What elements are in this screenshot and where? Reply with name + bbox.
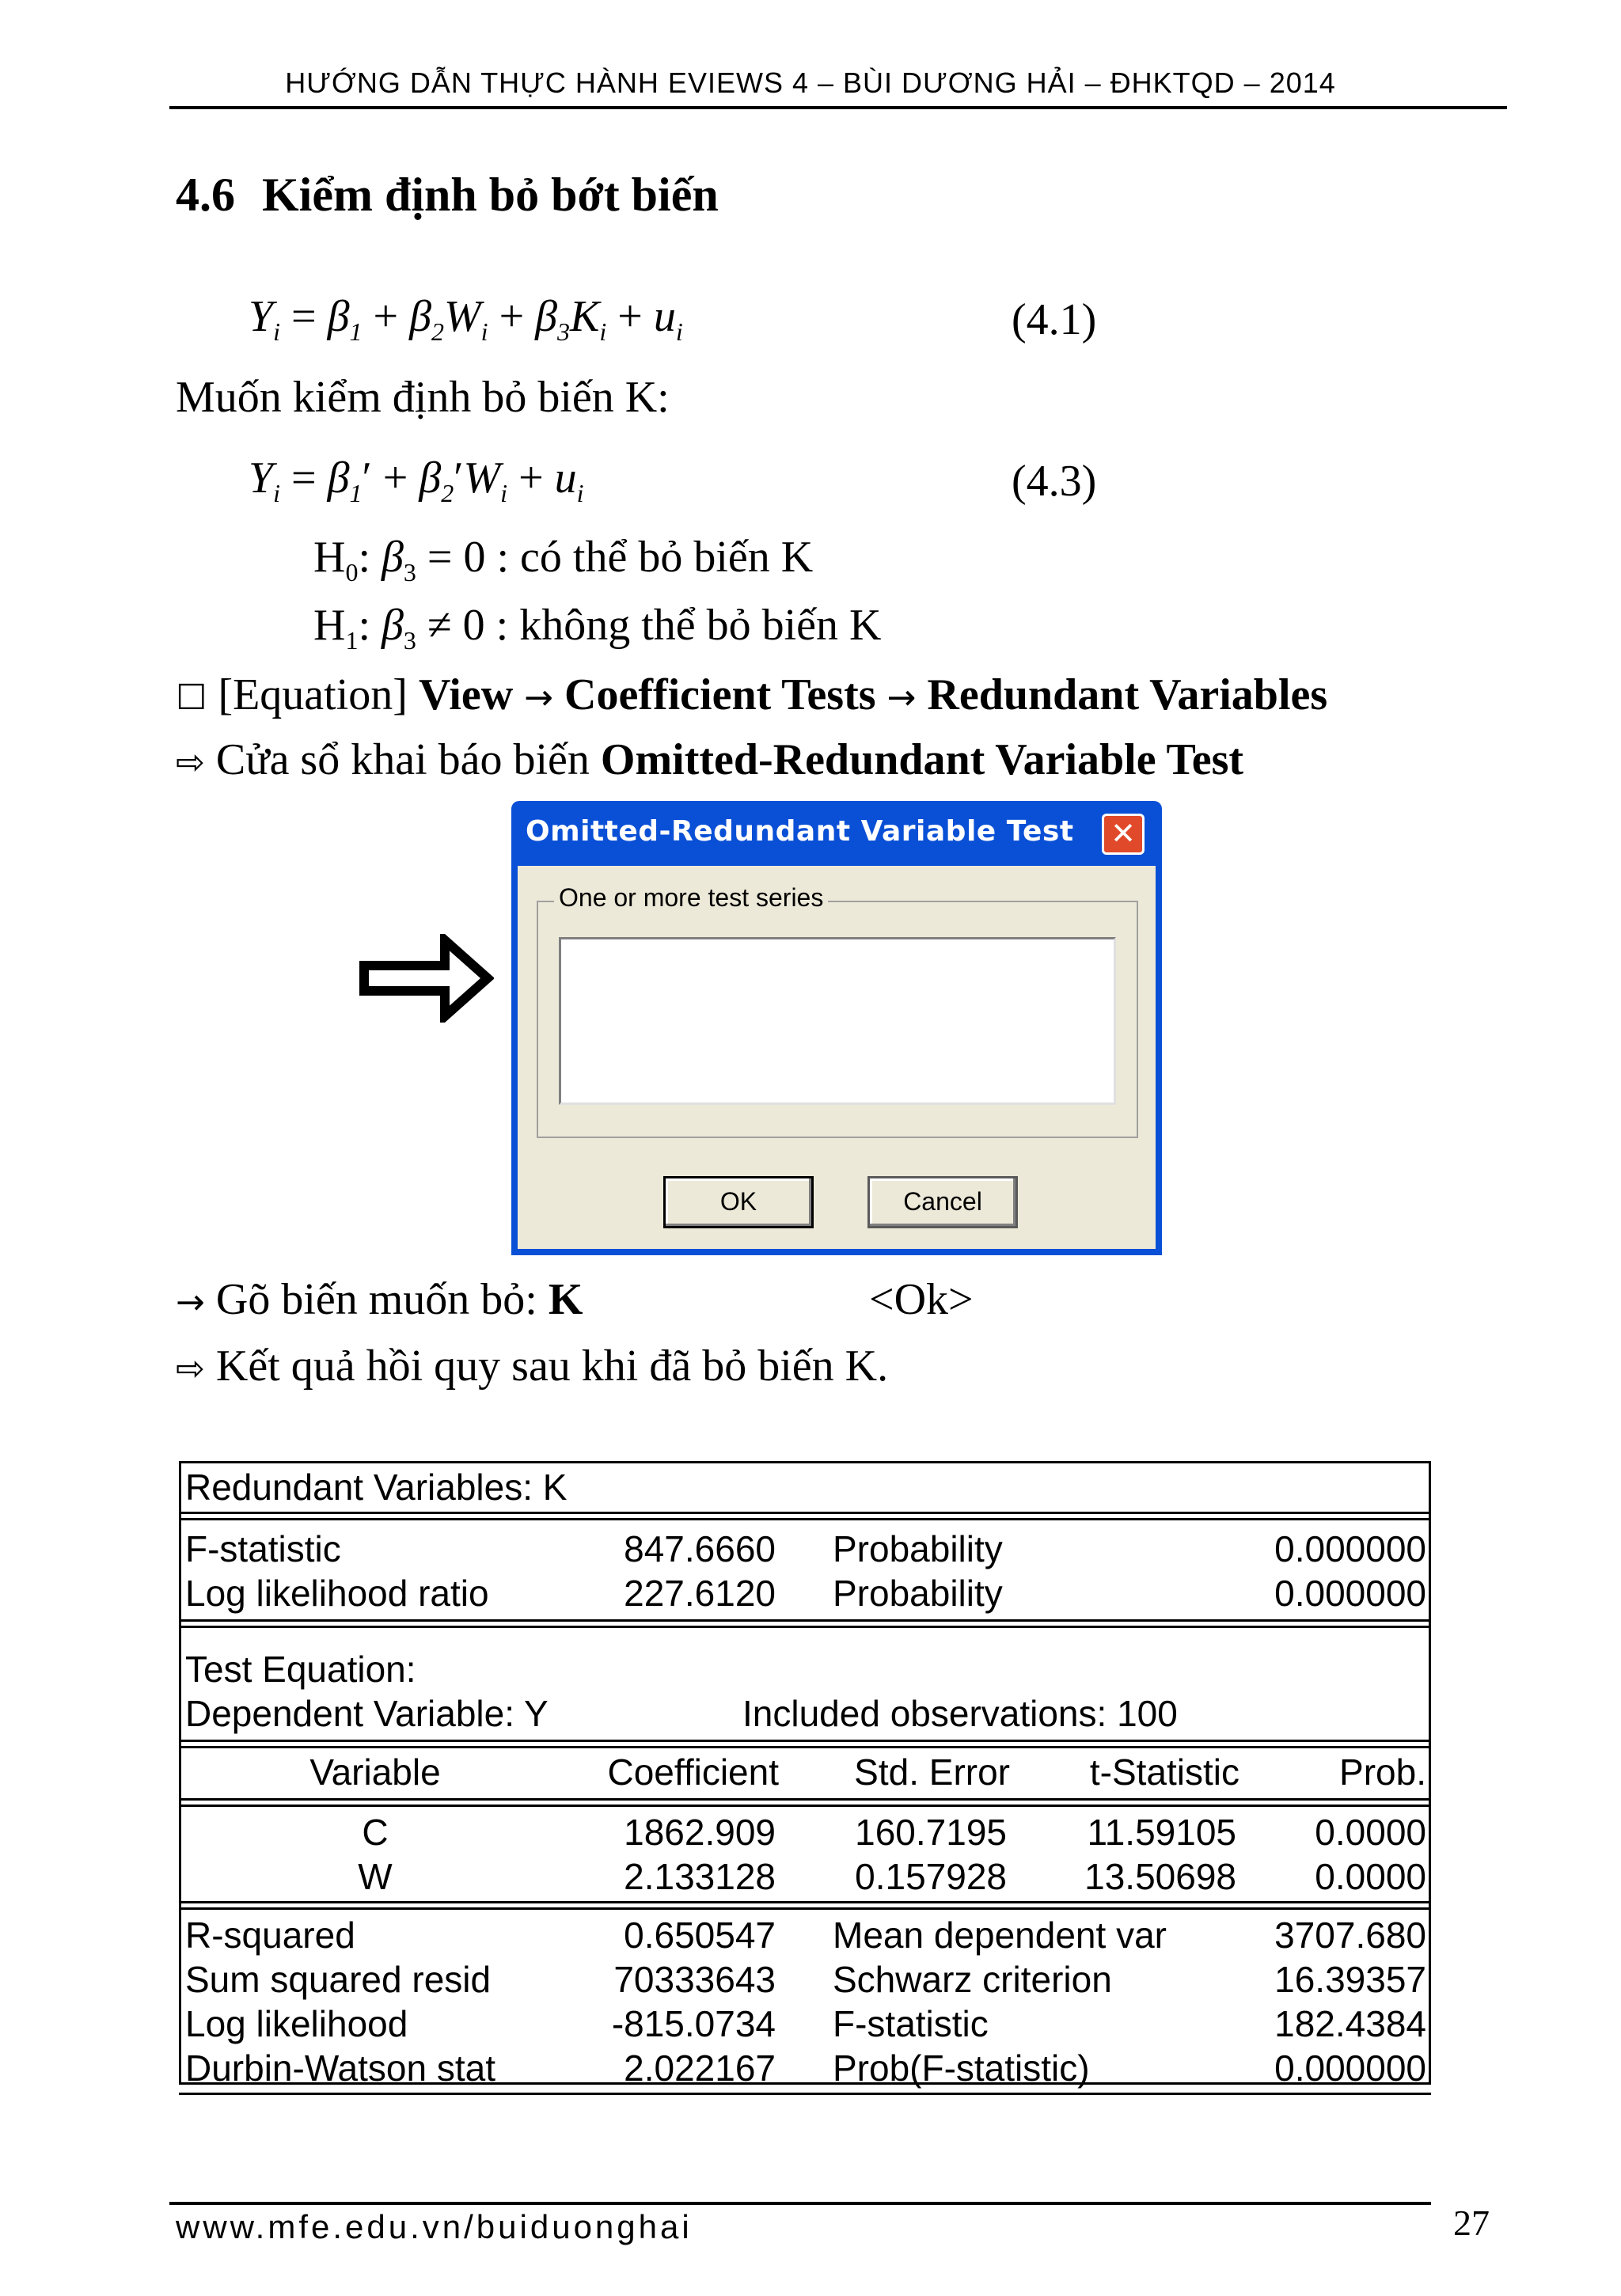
stat-value: 3707.680 [1274,1915,1426,1956]
equation-4-1-label: (4.1) [1012,295,1097,344]
dependent-variable: Dependent Variable: Y [185,1693,549,1734]
hypothesis-h1: $H_1$: $\beta_3 \ne 0$ : không thể bỏ biến K [313,601,882,655]
arrow-right-icon: → [886,677,917,718]
ok-button[interactable]: OK [663,1176,814,1228]
test-series-label: One or more test series [554,883,828,913]
menu-path-prefix: [Equation] [218,670,408,719]
stat-label: Sum squared resid [185,1959,492,2000]
pointer-arrow-icon [359,934,494,1023]
section-title-text: Kiểm định bỏ bớt biến [262,169,719,221]
close-icon[interactable]: ✕ [1102,814,1145,855]
table-row: W [358,1856,393,1897]
stat-label: Prob(F-statistic) [833,2047,1090,2089]
equation-4-1: $Y_i = \beta_1 + \beta_2W_i + \beta_3K_i + u_i$ [249,292,683,347]
hypothesis-h1-text: 0 : không thể bỏ biến K [451,601,882,650]
column-header: Std. Error [854,1751,1010,1793]
footer-rule [169,2202,1431,2205]
table-cell: 160.7195 [855,1812,1007,1853]
stat-value: 70333643 [613,1959,776,2000]
table-rule [179,1626,1431,1628]
table-rule [179,1805,1431,1807]
included-observations: Included observations: 100 [742,1693,1178,1734]
table-cell: 11.59105 [1087,1812,1236,1853]
table-rule [179,1901,1431,1903]
checkbox-bullet-icon: ☐ [176,677,207,718]
menu-path-line [176,670,1327,720]
equation-4-3-label: (4.3) [1012,457,1097,506]
dialog-title: Omitted-Redundant Variable Test [526,815,1074,848]
window-line-text: Cửa sổ khai báo biến [215,735,590,784]
table-cell: 0.0000 [1315,1856,1426,1897]
arrow-right-icon: → [176,1282,205,1323]
arrow-right-icon: → [524,677,554,718]
test-value: 227.6120 [624,1573,776,1614]
cancel-button[interactable]: Cancel [867,1176,1018,1228]
header-rule [169,106,1507,109]
stat-label: Durbin-Watson stat [185,2047,495,2089]
hollow-arrow-icon: ⇨ [176,1349,205,1389]
test-prob: 0.000000 [1274,1528,1426,1569]
stat-value: 0.000000 [1274,2047,1426,2089]
test-name: Log likelihood ratio [185,1573,489,1614]
table-rule [179,1619,1431,1622]
stat-value: 2.022167 [624,2047,776,2089]
page-number: 27 [1453,2203,1490,2243]
stat-value: -815.0734 [611,2003,776,2044]
result-line [176,1341,888,1391]
test-value: 847.6660 [624,1528,776,1569]
hypothesis-h0-text: = 0 : có thể bỏ biến K [416,533,814,582]
menu-coefficient-tests: Coefficient Tests [564,670,876,719]
menu-view: View [418,670,514,719]
stat-label: Log likelihood [185,2003,408,2044]
footer-url: www.mfe.edu.vn/buiduonghai [176,2208,693,2245]
intro-line: Muốn kiểm định bỏ biến K: [176,373,670,422]
section-number: 4.6 [176,169,235,221]
test-name: F-statistic [185,1528,341,1569]
table-rule [179,1798,1431,1801]
test-equation-label: Test Equation: [185,1649,416,1690]
result-line-text: Kết quả hồi quy sau khi đã bỏ biến K. [215,1342,889,1391]
table-rule [179,1746,1431,1748]
type-line-ok: <Ok> [869,1275,974,1324]
stat-label: Schwarz criterion [833,1959,1112,2000]
table-row: C [362,1812,389,1853]
table-cell: 2.133128 [624,1856,776,1897]
stat-value: 0.650547 [624,1915,776,1956]
hypothesis-h0: $H_0$: $\beta_3 = 0$ : có thể bỏ biến K [313,533,814,587]
table-rule [179,2093,1431,2095]
table-title: Redundant Variables: K [185,1467,568,1508]
menu-redundant-variables: Redundant Variables [927,670,1328,719]
stat-label: Mean dependent var [833,1915,1167,1956]
window-line [176,734,1243,785]
test-prob-label: Probability [833,1528,1003,1569]
column-header: Prob. [1339,1751,1426,1793]
type-line-text: Gõ biến muốn bỏ: [215,1275,537,1324]
type-variable-line [176,1274,583,1325]
column-header: t-Statistic [1089,1751,1239,1793]
omitted-redundant-dialog [511,801,1162,1255]
table-cell: 0.157928 [855,1856,1007,1897]
hollow-arrow-icon: ⇨ [176,742,205,783]
section-title [176,168,719,222]
test-series-input[interactable] [559,937,1116,1105]
table-rule [179,1907,1431,1910]
table-rule [179,1512,1431,1514]
dialog-body [518,866,1156,1249]
window-line-bold: Omitted-Redundant Variable Test [600,735,1244,784]
stat-label: F-statistic [833,2003,989,2044]
equation-4-3: $Y_i = \beta_1' + \beta_2'W_i + u_i$ [249,454,584,508]
test-prob: 0.000000 [1274,1573,1426,1614]
table-cell: 0.0000 [1315,1812,1426,1853]
column-header: Coefficient [607,1751,779,1793]
column-header: Variable [309,1751,441,1793]
type-line-variable: K [548,1275,583,1324]
table-cell: 13.50698 [1084,1856,1236,1897]
running-header: HƯỚNG DẪN THỰC HÀNH EVIEWS 4 – BÙI DƯƠNG HẢI – ĐHKTQD – 2014 [285,66,1336,99]
table-rule [179,1740,1431,1742]
stat-value: 182.4384 [1274,2003,1426,2044]
test-prob-label: Probability [833,1573,1003,1614]
stat-label: R-squared [185,1915,355,1956]
table-rule [179,1518,1431,1520]
table-cell: 1862.909 [624,1812,776,1853]
stat-value: 16.39357 [1274,1959,1426,2000]
